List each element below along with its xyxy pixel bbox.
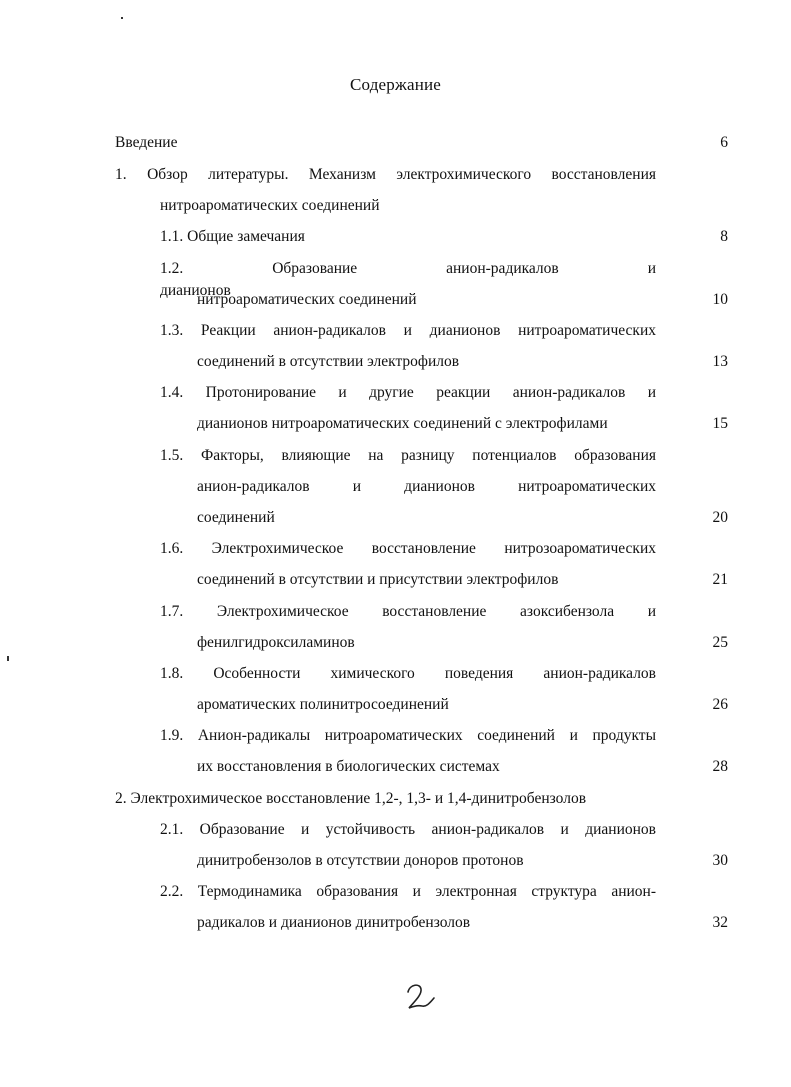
toc-entry-1-6: 1.6. Электрохимическое восстановление нитрозоароматических (160, 540, 656, 557)
toc-entry-1-5: 1.5. Факторы, влияющие на разницу потенциалов образования (160, 447, 656, 464)
toc-entry-chapter-1: 1. Обзор литературы. Механизм электрохимического восстановления (115, 166, 656, 183)
toc-entry-2-2-cont: радикалов и дианионов динитробензолов (197, 914, 471, 931)
scan-speck (7, 656, 9, 661)
toc-entry-1-3: 1.3. Реакции анион-радикалов и дианионов нитроароматических (160, 322, 656, 339)
toc-entry-1-6-cont: соединений в отсутствии и присутствии электрофилов (197, 571, 559, 588)
toc-page-number: 15 (712, 415, 728, 432)
toc-page-number: 32 (712, 914, 728, 931)
toc-entry-1-8: 1.8. Особенности химического поведения анион-радикалов (160, 665, 656, 682)
toc-entry-1-4: 1.4. Протонирование и другие реакции анион-радикалов и (160, 384, 656, 401)
toc-page-number: 25 (712, 634, 728, 651)
toc-entry-1-2-cont: нитроароматических соединений (197, 291, 417, 308)
toc-page-number: 20 (712, 509, 728, 526)
toc-page-number: 6 (720, 134, 728, 151)
toc-entry-1-7-cont: фенилгидроксиламинов (197, 634, 355, 651)
page-title: Содержание (349, 75, 442, 94)
toc-page-number: 8 (720, 228, 728, 245)
toc-page-number: 30 (712, 852, 728, 869)
toc-entry-1-2: 1.2. Образование анион-радикалов и дианионов (160, 260, 656, 299)
toc-page-number: 10 (712, 291, 728, 308)
toc-entry-1-4-cont: дианионов нитроароматических соединений с электрофилами (197, 415, 608, 432)
handwritten-page-number-2 (400, 978, 440, 1018)
toc-entry-1-1: 1.1. Общие замечания (160, 228, 305, 245)
toc-entry-2-1-cont: динитробензолов в отсутствии доноров протонов (197, 852, 524, 869)
toc-page-number: 28 (712, 758, 728, 775)
toc-entry-1-3-cont: соединений в отсутствии электрофилов (197, 353, 460, 370)
toc-entry-chapter-1-cont: нитроароматических соединений (160, 197, 380, 214)
toc-entry-chapter-2: 2. Электрохимическое восстановление 1,2-, 1,3- и 1,4-динитробензолов (115, 790, 587, 807)
toc-entry-1-9: 1.9. Анион-радикалы нитроароматических соединений и продукты (160, 727, 656, 744)
toc-page-number: 26 (712, 696, 728, 713)
toc-entry-2-1: 2.1. Образование и устойчивость анион-радикалов и дианионов (160, 821, 656, 838)
toc-entry-1-7: 1.7. Электрохимическое восстановление азоксибензола и (160, 603, 656, 620)
toc-entry-introduction: Введение (115, 134, 178, 151)
toc-entry-1-9-cont: их восстановления в биологических системах (197, 758, 500, 775)
toc-page-number: 13 (712, 353, 728, 370)
scan-speck (121, 17, 123, 19)
toc-entry-2-2: 2.2. Термодинамика образования и электронная структура анион- (160, 883, 656, 900)
toc-page-number: 21 (712, 571, 728, 588)
toc-entry-1-5-cont: анион-радикалов и дианионов нитроароматических (197, 478, 656, 495)
toc-entry-1-8-cont: ароматических полинитросоединений (197, 696, 449, 713)
toc-entry-1-5-cont2: соединений (197, 509, 275, 526)
